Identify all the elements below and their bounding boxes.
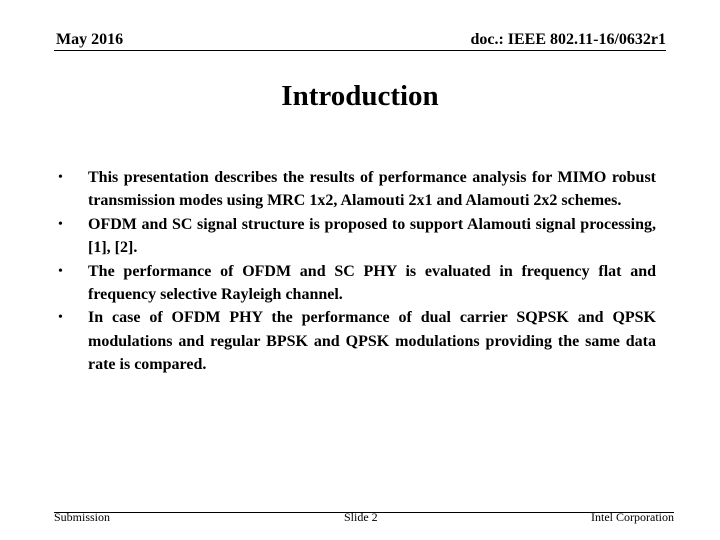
footer-company: Intel Corporation [591,510,674,524]
bullet-icon: • [58,263,63,279]
header-date: May 2016 [56,31,124,48]
footer-submission: Submission [54,510,111,524]
bullet-item [54,166,656,213]
bullet-icon: • [58,170,63,185]
bullet-item [54,213,656,260]
bullet-item [54,260,656,307]
bullet-text: The performance of OFDM and SC PHY is evaluated in frequency flat and frequency selective Rayleigh channel. [88,262,656,304]
bullet-item [54,306,656,376]
bullet-icon: • [58,216,63,232]
bullet-list [54,166,656,377]
bullet-text: In case of OFDM PHY the performance of dual carrier SQPSK and QPSK modulations and regular BPSK and QPSK modulations providing the same data rate is compared. [88,309,656,374]
slide-title: Introduction [281,80,439,112]
footer-slide-number: Slide 2 [344,510,378,524]
bullet-text: This presentation describes the results of performance analysis for MIMO robust transmission modes using MRC 1x2, Alamouti 2x1 and Alamouti 2x2 schemes. [88,169,656,210]
slide-header [54,30,666,51]
bullet-icon: • [58,310,63,326]
header-doc-id: doc.: IEEE 802.11-16/0632r1 [470,31,666,48]
slide-footer [54,512,674,527]
bullet-text: OFDM and SC signal structure is proposed to support Alamouti signal processing, [1], [2]. [88,215,656,257]
